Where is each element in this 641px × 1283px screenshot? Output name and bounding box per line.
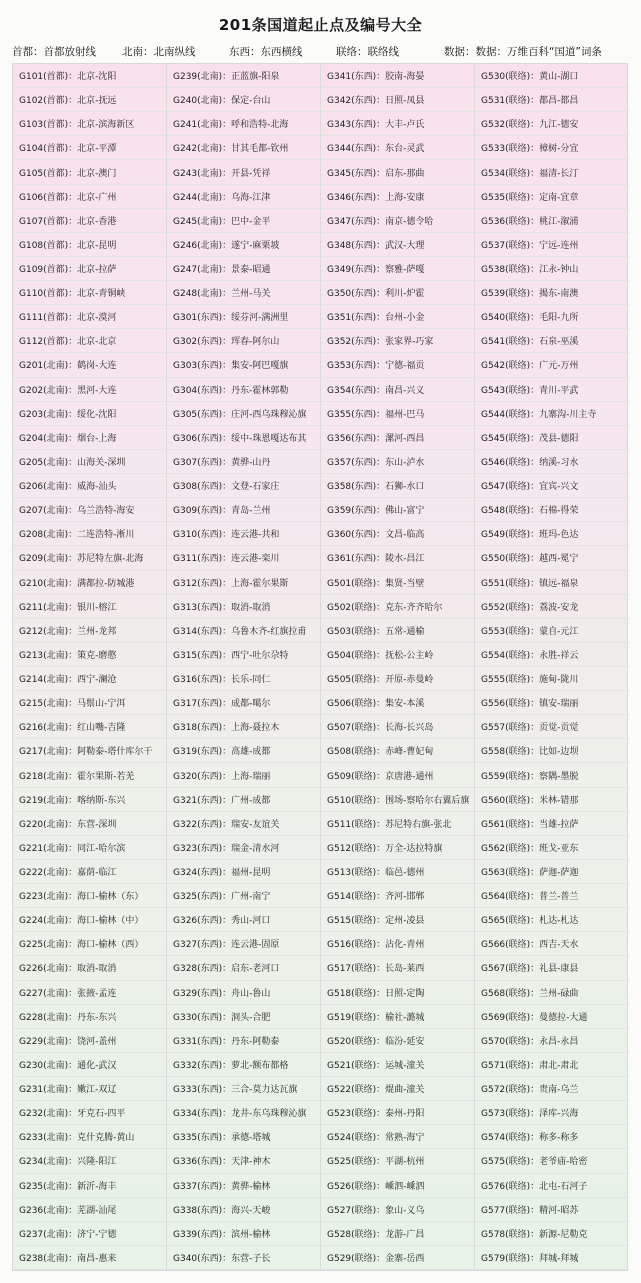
- table-cell: G576(联络)：北屯-石河子: [475, 1174, 629, 1198]
- table-cell: G234(北南)：兴隆-阳江: [13, 1149, 167, 1173]
- table-cell: G217(北南)：阿勒泰-塔什库尔干: [13, 739, 167, 763]
- table-cell: G302(东西)：珲春-阿尔山: [167, 329, 321, 353]
- table-cell: G549(联络)：班玛-色达: [475, 522, 629, 546]
- table-cell: G327(东西)：连云港-固原: [167, 932, 321, 956]
- table-cell: G222(北南)：嘉荫-临江: [13, 860, 167, 884]
- table-cell: G235(北南)：新沂-海丰: [13, 1174, 167, 1198]
- table-cell: G225(北南)：海口-榆林（西）: [13, 932, 167, 956]
- table-cell: G335(东西)：承德-塔城: [167, 1125, 321, 1149]
- table-cell: G512(联络)：万全-达拉特旗: [321, 836, 475, 860]
- table-cell: G324(东西)：福州-昆明: [167, 860, 321, 884]
- table-cell: G214(北南)：西宁-澜沧: [13, 667, 167, 691]
- table-cell: G517(联络)：长岛-莱西: [321, 956, 475, 980]
- table-cell: G540(联络)：毛阳-九所: [475, 305, 629, 329]
- table-cell: G535(联络)：定南-宜章: [475, 185, 629, 209]
- table-cell: G542(联络)：广元-万州: [475, 353, 629, 377]
- table-cell: G513(联络)：临邑-德州: [321, 860, 475, 884]
- table-cell: G211(北南)：银川-榕江: [13, 595, 167, 619]
- table-cell: G526(联络)：嵊泗-嵊泗: [321, 1174, 475, 1198]
- table-cell: G332(东西)：萝北-额布都格: [167, 1053, 321, 1077]
- table-cell: G352(东西)：张家界-巧家: [321, 329, 475, 353]
- table-cell: G360(东西)：文昌-临高: [321, 522, 475, 546]
- table-cell: G565(联络)：札达-札达: [475, 908, 629, 932]
- table-cell: G245(北南)：巴中-金平: [167, 209, 321, 233]
- table-cell: G548(联络)：石棉-得荣: [475, 498, 629, 522]
- table-cell: G310(东西)：连云港-共和: [167, 522, 321, 546]
- table-cell: G501(联络)：集贤-当壁: [321, 571, 475, 595]
- table-cell: G202(北南)：黑河-大连: [13, 378, 167, 402]
- table-cell: G546(联络)：纳溪-习水: [475, 450, 629, 474]
- table-cell: G531(联络)：都昌-都昌: [475, 88, 629, 112]
- table-cell: G345(东西)：启东-那曲: [321, 160, 475, 184]
- table-cell: G303(东西)：集安-阿巴嘎旗: [167, 353, 321, 377]
- table-cell: G313(东西)：取消-取消: [167, 595, 321, 619]
- table-cell: G525(联络)：平湖-杭州: [321, 1149, 475, 1173]
- table-cell: G355(东西)：福州-巴马: [321, 402, 475, 426]
- table-cell: G339(东西)：滨州-榆林: [167, 1222, 321, 1246]
- table-cell: G207(北南)：乌兰浩特-海安: [13, 498, 167, 522]
- table-cell: G573(联络)：泽库-兴海: [475, 1101, 629, 1125]
- table-cell: G572(联络)：贵南-乌兰: [475, 1077, 629, 1101]
- table-cell: G541(联络)：石泉-巫溪: [475, 329, 629, 353]
- table-cell: G569(联络)：曼德拉-大通: [475, 1005, 629, 1029]
- table-cell: G334(东西)：龙井-东乌珠穆沁旗: [167, 1101, 321, 1125]
- table-cell: G341(东西)：胶南-海晏: [321, 64, 475, 88]
- table-cell: G237(北南)：济宁-宁德: [13, 1222, 167, 1246]
- table-cell: G227(北南)：张掖-孟连: [13, 981, 167, 1005]
- table-cell: G552(联络)：荔波-安龙: [475, 595, 629, 619]
- table-cell: G323(东西)：瑞金-清水河: [167, 836, 321, 860]
- table-cell: G503(联络)：五常-通榆: [321, 619, 475, 643]
- table-cell: G321(东西)：广州-成都: [167, 788, 321, 812]
- legend-capital: 首都：首都放射线: [12, 46, 96, 58]
- table-cell: G317(东西)：成都-噶尔: [167, 691, 321, 715]
- table-cell: G554(联络)：永胜-祥云: [475, 643, 629, 667]
- table-cell: G319(东西)：高雄-成都: [167, 739, 321, 763]
- table-cell: G566(联络)：西吉-天水: [475, 932, 629, 956]
- table-cell: G344(东西)：东台-灵武: [321, 136, 475, 160]
- table-cell: G545(联络)：茂县-德阳: [475, 426, 629, 450]
- table-cell: G216(北南)：红山嘴-吉隆: [13, 715, 167, 739]
- table-cell: G578(联络)：新源-尼勒克: [475, 1222, 629, 1246]
- table-cell: G218(北南)：霍尔果斯-若羌: [13, 763, 167, 787]
- table-cell: G555(联络)：施甸-陇川: [475, 667, 629, 691]
- table-cell: G231(北南)：嫩江-双辽: [13, 1077, 167, 1101]
- table-cell: G315(东西)：西宁-吐尔尕特: [167, 643, 321, 667]
- table-cell: G558(联络)：比如-边坝: [475, 739, 629, 763]
- table-cell: G357(东西)：东山-泸水: [321, 450, 475, 474]
- table-cell: G560(联络)：米林-错那: [475, 788, 629, 812]
- table-cell: G203(北南)：绥化-沈阳: [13, 402, 167, 426]
- table-cell: G337(东西)：黄骅-榆林: [167, 1174, 321, 1198]
- table-cell: G233(北南)：克什克腾-黄山: [13, 1125, 167, 1149]
- table-cell: G518(联络)：日照-定陶: [321, 981, 475, 1005]
- table-cell: G348(东西)：武汉-大理: [321, 233, 475, 257]
- table-cell: G536(联络)：桃江-溆浦: [475, 209, 629, 233]
- table-cell: G247(北南)：景泰-昭通: [167, 257, 321, 281]
- table-cell: G543(联络)：青川-平武: [475, 378, 629, 402]
- table-cell: G523(联络)：泰州-丹阳: [321, 1101, 475, 1125]
- table-cell: G236(北南)：芜湖-汕尾: [13, 1198, 167, 1222]
- legend-link: 联络：联络线: [336, 46, 399, 58]
- table-cell: G559(联络)：察隅-墨脱: [475, 763, 629, 787]
- table-cell: G506(联络)：集安-本溪: [321, 691, 475, 715]
- highway-table: [12, 63, 628, 1271]
- table-cell: G557(联络)：贡觉-贡觉: [475, 715, 629, 739]
- table-cell: G221(北南)：同江-哈尔滨: [13, 836, 167, 860]
- table-cell: G206(北南)：威海-汕头: [13, 474, 167, 498]
- table-cell: G329(东西)：舟山-鲁山: [167, 981, 321, 1005]
- table-cell: G242(北南)：甘其毛都-钦州: [167, 136, 321, 160]
- table-cell: G311(东西)：连云港-栾川: [167, 546, 321, 570]
- table-cell: G568(联络)：兰州-碌曲: [475, 981, 629, 1005]
- table-cell: G333(东西)：三合-莫力达瓦旗: [167, 1077, 321, 1101]
- table-cell: G530(联络)：黄山-湖口: [475, 64, 629, 88]
- table-cell: G312(东西)：上海-霍尔果斯: [167, 571, 321, 595]
- table-cell: G575(联络)：老爷庙-哈密: [475, 1149, 629, 1173]
- table-cell: G209(北南)：苏尼特左旗-北海: [13, 546, 167, 570]
- table-cell: G229(北南)：饶河-盖州: [13, 1029, 167, 1053]
- table-cell: G111(首都)：北京-漠河: [13, 305, 167, 329]
- table-cell: G508(联络)：赤峰-曹妃甸: [321, 739, 475, 763]
- table-cell: G316(东西)：长乐-同仁: [167, 667, 321, 691]
- table-cell: G579(联络)：拜城-拜城: [475, 1246, 629, 1270]
- table-cell: G574(联络)：称多-称多: [475, 1125, 629, 1149]
- table-cell: G338(东西)：海兴-天峻: [167, 1198, 321, 1222]
- page-title: 201条国道起止点及编号大全: [218, 16, 423, 34]
- table-cell: G228(北南)：丹东-东兴: [13, 1005, 167, 1029]
- table-cell: G210(北南)：满都拉-防城港: [13, 571, 167, 595]
- table-cell: G205(北南)：山海关-深圳: [13, 450, 167, 474]
- table-cell: G201(北南)：鹤岗-大连: [13, 353, 167, 377]
- table-cell: G248(北南)：兰州-马关: [167, 281, 321, 305]
- table-cell: G561(联络)：当雄-拉萨: [475, 812, 629, 836]
- table-cell: G305(东西)：庄河-西乌珠穆沁旗: [167, 402, 321, 426]
- legend-north-south: 北南：北南纵线: [122, 46, 196, 58]
- table-cell: G547(联络)：宜宾-兴文: [475, 474, 629, 498]
- table-cell: G361(东西)：陵水-昌江: [321, 546, 475, 570]
- table-cell: G243(北南)：开县-凭祥: [167, 160, 321, 184]
- table-cell: G301(东西)：绥芬河-满洲里: [167, 305, 321, 329]
- table-cell: G328(东西)：启东-老河口: [167, 956, 321, 980]
- table-cell: G238(北南)：南昌-惠来: [13, 1246, 167, 1270]
- table-cell: G515(联络)：定州-凌县: [321, 908, 475, 932]
- table-cell: G307(东西)：黄骅-山丹: [167, 450, 321, 474]
- table-cell: G514(联络)：齐河-邯郸: [321, 884, 475, 908]
- table-cell: G340(东西)：东营-子长: [167, 1246, 321, 1270]
- table-cell: G532(联络)：九江-德安: [475, 112, 629, 136]
- table-cell: G502(联络)：克东-齐齐哈尔: [321, 595, 475, 619]
- table-cell: G550(联络)：越西-冕宁: [475, 546, 629, 570]
- table-cell: G353(东西)：宁德-福贡: [321, 353, 475, 377]
- table-cell: G244(北南)：乌海-江津: [167, 185, 321, 209]
- table-cell: G527(联络)：象山-义乌: [321, 1198, 475, 1222]
- table-cell: G522(联络)：焜曲-潼关: [321, 1077, 475, 1101]
- table-cell: G106(首都)：北京-广州: [13, 185, 167, 209]
- table-cell: G112(首都)：北京-北京: [13, 329, 167, 353]
- table-cell: G223(北南)：海口-榆林（东）: [13, 884, 167, 908]
- table-cell: G208(北南)：二连浩特-淅川: [13, 522, 167, 546]
- table-cell: G314(东西)：乌鲁木齐-红旗拉甫: [167, 619, 321, 643]
- table-cell: G336(东西)：天津-神木: [167, 1149, 321, 1173]
- table-cell: G520(联络)：临汾-延安: [321, 1029, 475, 1053]
- table-cell: G521(联络)：运城-潼关: [321, 1053, 475, 1077]
- table-cell: G306(东西)：绥中-珠恩嘎达布其: [167, 426, 321, 450]
- table-cell: G349(东西)：察雅-萨嘎: [321, 257, 475, 281]
- table-cell: G516(联络)：沾化-青州: [321, 932, 475, 956]
- table-cell: G102(首都)：北京-抚远: [13, 88, 167, 112]
- table-cell: G330(东西)：洞头-合肥: [167, 1005, 321, 1029]
- table-cell: G220(北南)：东营-深圳: [13, 812, 167, 836]
- table-cell: G318(东西)：上海-聂拉木: [167, 715, 321, 739]
- table-cell: G563(联络)：萨迦-萨迦: [475, 860, 629, 884]
- table-cell: G533(联络)：樟树-分宜: [475, 136, 629, 160]
- table-cell: G510(联络)：围场-察哈尔右翼后旗: [321, 788, 475, 812]
- table-cell: G215(北南)：马鬃山-宁洱: [13, 691, 167, 715]
- table-cell: G219(北南)：喀纳斯-东兴: [13, 788, 167, 812]
- table-cell: G342(东西)：日照-凤县: [321, 88, 475, 112]
- table-cell: G524(联络)：常熟-海宁: [321, 1125, 475, 1149]
- table-cell: G104(首都)：北京-平潭: [13, 136, 167, 160]
- table-cell: G239(北南)：正蓝旗-阳泉: [167, 64, 321, 88]
- table-cell: G240(北南)：保定-台山: [167, 88, 321, 112]
- table-cell: G544(联络)：九寨沟-川主寺: [475, 402, 629, 426]
- table-cell: G350(东西)：利川-炉霍: [321, 281, 475, 305]
- table-cell: G107(首都)：北京-香港: [13, 209, 167, 233]
- table-cell: G519(联络)：榆社-潞城: [321, 1005, 475, 1029]
- table-cell: G101(首都)：北京-沈阳: [13, 64, 167, 88]
- table-cell: G109(首都)：北京-拉萨: [13, 257, 167, 281]
- table-cell: G320(东西)：上海-瑞丽: [167, 763, 321, 787]
- table-cell: G309(东西)：青岛-兰州: [167, 498, 321, 522]
- legend-bar: [0, 44, 641, 60]
- table-cell: G577(联络)：精河-昭苏: [475, 1198, 629, 1222]
- table-cell: G213(北南)：策克-磨憨: [13, 643, 167, 667]
- table-cell: G331(东西)：丹东-阿勒泰: [167, 1029, 321, 1053]
- table-cell: G354(东西)：南昌-兴义: [321, 378, 475, 402]
- table-cell: G358(东西)：石狮-水口: [321, 474, 475, 498]
- table-cell: G538(联络)：江永-钟山: [475, 257, 629, 281]
- table-cell: G504(联络)：抚松-公主岭: [321, 643, 475, 667]
- table-cell: G326(东西)：秀山-河口: [167, 908, 321, 932]
- table-cell: G529(联络)：金寨-岳西: [321, 1246, 475, 1270]
- table-cell: G343(东西)：大丰-卢氏: [321, 112, 475, 136]
- table-cell: G204(北南)：烟台-上海: [13, 426, 167, 450]
- table-cell: G224(北南)：海口-榆林（中）: [13, 908, 167, 932]
- table-cell: G356(东西)：漯河-西昌: [321, 426, 475, 450]
- table-cell: G511(联络)：苏尼特右旗-张北: [321, 812, 475, 836]
- table-cell: G570(联络)：永昌-永昌: [475, 1029, 629, 1053]
- table-cell: G226(北南)：取消-取消: [13, 956, 167, 980]
- table-cell: G351(东西)：台州-小金: [321, 305, 475, 329]
- table-cell: G110(首都)：北京-青铜峡: [13, 281, 167, 305]
- table-cell: G567(联络)：礼县-康县: [475, 956, 629, 980]
- table-cell: G528(联络)：龙游-广昌: [321, 1222, 475, 1246]
- table-cell: G505(联络)：开原-赤曼岭: [321, 667, 475, 691]
- table-cell: G347(东西)：南京-德令哈: [321, 209, 475, 233]
- legend-source: 数据：数据：万维百科“国道”词条: [444, 46, 602, 58]
- table-cell: G562(联络)：班戈-亚东: [475, 836, 629, 860]
- table-cell: G103(首都)：北京-滨海新区: [13, 112, 167, 136]
- table-cell: G537(联络)：宁远-连州: [475, 233, 629, 257]
- table-cell: G359(东西)：佛山-富宁: [321, 498, 475, 522]
- table-cell: G509(联络)：京唐港-通州: [321, 763, 475, 787]
- table-cell: G325(东西)：广州-南宁: [167, 884, 321, 908]
- table-cell: G230(北南)：通化-武汉: [13, 1053, 167, 1077]
- table-cell: G346(东西)：上海-安康: [321, 185, 475, 209]
- table-cell: G322(东西)：瑞安-友谊关: [167, 812, 321, 836]
- table-cell: G534(联络)：福清-长汀: [475, 160, 629, 184]
- table-cell: G571(联络)：肃北-肃北: [475, 1053, 629, 1077]
- table-cell: G553(联络)：蒙自-元江: [475, 619, 629, 643]
- table-cell: G551(联络)：镇远-福泉: [475, 571, 629, 595]
- table-cell: G308(东西)：文登-石家庄: [167, 474, 321, 498]
- table-cell: G539(联络)：揭东-南澳: [475, 281, 629, 305]
- table-cell: G241(北南)：呼和浩特-北海: [167, 112, 321, 136]
- table-cell: G507(联络)：长海-长兴岛: [321, 715, 475, 739]
- table-cell: G304(东西)：丹东-霍林郭勒: [167, 378, 321, 402]
- table-cell: G108(首都)：北京-昆明: [13, 233, 167, 257]
- table-cell: G246(北南)：遂宁-麻栗坡: [167, 233, 321, 257]
- legend-east-west: 东西：东西横线: [229, 46, 303, 58]
- table-cell: G232(北南)：牙克石-四平: [13, 1101, 167, 1125]
- table-cell: G556(联络)：镇安-瑞丽: [475, 691, 629, 715]
- table-cell: G212(北南)：兰州-龙邦: [13, 619, 167, 643]
- table-cell: G105(首都)：北京-澳门: [13, 160, 167, 184]
- table-cell: G564(联络)：普兰-普兰: [475, 884, 629, 908]
